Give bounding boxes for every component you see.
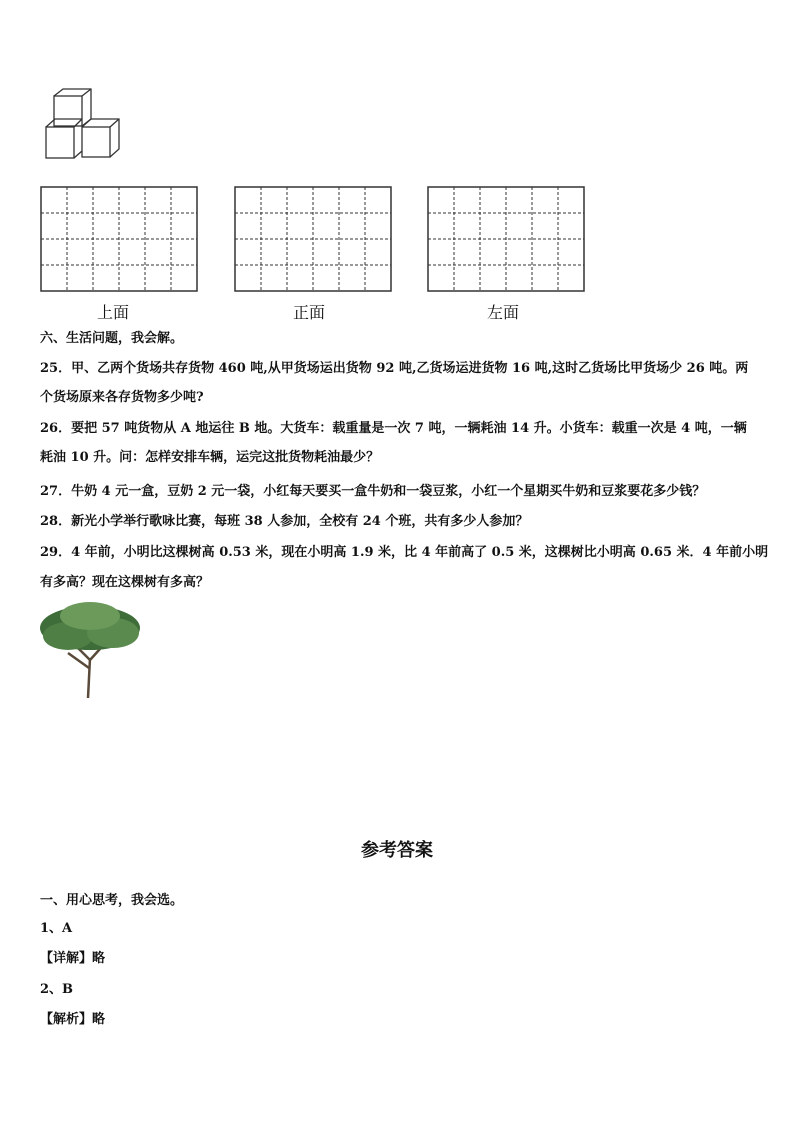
grid-left-view bbox=[427, 186, 585, 292]
label-front-view: 正面 bbox=[293, 303, 326, 322]
question-26: 26．要把 57 吨货物从 A 地运往 B 地。大货车：载重量是一次 7 吨，一辆耗油 14 升。小货车：载重一次是 4 吨，一辆 bbox=[40, 421, 747, 436]
label-left-view: 左面 bbox=[487, 303, 520, 322]
question-29-cont: 有多高？现在这棵树有多高？ bbox=[40, 575, 210, 590]
answer-2-note: 【解析】略 bbox=[40, 1012, 106, 1027]
question-25: 25．甲、乙两个货场共存货物 460 吨,从甲货场运出货物 92 吨,乙货场运进货物 16 吨,这时乙货场比甲货场少 26 吨。两 bbox=[40, 361, 749, 376]
question-27: 27．牛奶 4 元一盒，豆奶 2 元一袋，小红每天要买一盒牛奶和一袋豆浆，小红一个星期买牛奶和豆浆要花多少钱？ bbox=[40, 484, 706, 499]
answers-title: 参考答案 bbox=[361, 840, 433, 861]
question-28: 28．新光小学举行歌咏比赛，每班 38 人参加，全校有 24 个班，共有多少人参加？ bbox=[40, 514, 529, 529]
label-top-view: 上面 bbox=[97, 303, 130, 322]
grid-front-view bbox=[234, 186, 392, 292]
answer-1: 1、A bbox=[40, 921, 73, 936]
answers-section: 一、用心思考，我会选。 bbox=[40, 893, 184, 908]
answer-1-note: 【详解】略 bbox=[40, 951, 106, 966]
cube-figure bbox=[44, 86, 134, 166]
question-29: 29．4 年前，小明比这棵树高 0.53 米，现在小明高 1.9 米，比 4 年前高了 0.5 米，这棵树比小明高 0.65 米．4 年前小明 bbox=[40, 545, 769, 560]
grid-top-view bbox=[40, 186, 198, 292]
question-25-cont: 个货场原来各存货物多少吨? bbox=[40, 390, 204, 405]
section-heading: 六、生活问题，我会解。 bbox=[40, 331, 184, 346]
answer-2: 2、B bbox=[40, 982, 74, 997]
question-26-cont: 耗油 10 升。问：怎样安排车辆，运完这批货物耗油最少？ bbox=[40, 450, 380, 465]
tree-image bbox=[38, 598, 143, 700]
